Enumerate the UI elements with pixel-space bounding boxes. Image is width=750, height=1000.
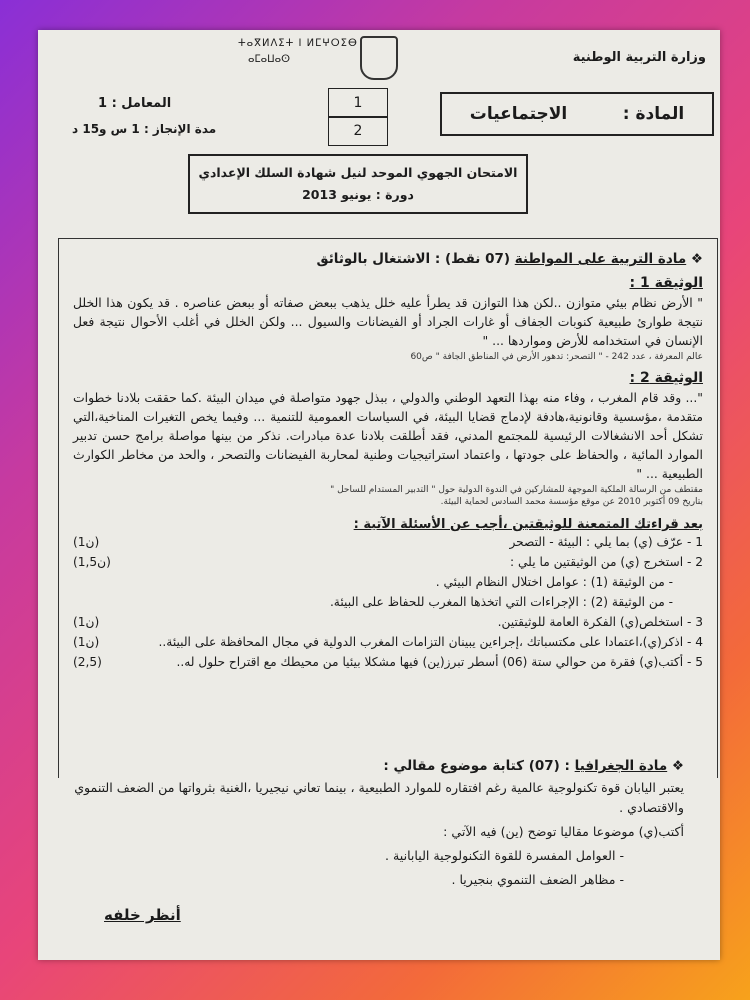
question-points: (1ن) (73, 635, 100, 649)
exam-title-box (188, 154, 528, 214)
coefficient: المعامل : 1 (98, 96, 172, 111)
question-points: (1ن) (73, 615, 100, 629)
document-1-text: " الأرض نظام بيئي متوازن ..لكن هذا التوازن قد يطرأ عليه خلل يذهب ببعض صفاته أو ببعض عناصره . قد يكون هذا الخلل نتيجة طوارئ طبيعية كنوبات الجفاف أو غارات الجراد أو الفيضانات والسيول ... ولكن الخلل في أغلب الأحوال نتيجة فعل الإنسان في استخدامه للأرض ومواردها ... " (73, 295, 703, 348)
question-1 (73, 532, 703, 552)
document-1-title: الوثيقة 1 : (629, 275, 703, 291)
geography-subject: مادة الجغرافيا (574, 758, 668, 774)
subject-box (440, 92, 714, 136)
geography-item-2: - مظاهر الضعف التنموي بنجيريا . (451, 872, 624, 887)
civics-heading-rest: (07 نقط) : الاشتغال بالوثائق (316, 251, 511, 267)
geography-paragraph-1: يعتبر اليابان قوة تكنولوجية عالمية رغم افتقاره للموارد الطبيعية ، بينما تعاني نيجيريا ،الغنية بثرواتها من الضعف التنموي والاقتصادي . (74, 780, 684, 815)
question-4 (73, 632, 703, 652)
question-points: (1,5ن) (73, 555, 111, 569)
diamond-bullet-icon: ❖ (690, 251, 703, 267)
question-text: 4 - اذكر(ي)،اعتمادا على مكتسباتك ،إجراءين يبينان التزامات المغرب الدولية في مجال المحافظة على البيئة.. (158, 635, 703, 649)
geography-heading-rest: : (07) كتابة موضوع مقالي : (383, 758, 570, 774)
civics-subject: مادة التربية على المواطنة (514, 251, 687, 267)
document-1-source: عالم المعرفة ، عدد 242 - " التصحر: تدهور الأرض في المناطق الجافة " ص60 (410, 352, 703, 362)
document-2-source-2: بتاريخ 09 أكتوبر 2010 عن موقع مؤسسة محمد السادس لحماية البيئة. (440, 497, 703, 507)
questions-intro: بعد قراءتك المتمعنة للوثيقتين ،أجب عن الأسئلة الآتية : (353, 517, 703, 532)
document-2-text: "... وقد قام المغرب ، وفاء منه بهذا التعهد الوطني والدولي ، ببذل جهود متواصلة في ميدان البيئة .كما حققت بلادنا خطوات متقدمة ،مؤسسية وقانونية،هادفة لإدماج قضايا البيئة، في السياسات العمومية للتنمية ... وفيما يخص التغيرات المناخية،التي تشكل أحد الانشغالات الرئيسية للمجتمع المدني، فقد أطلقت بلادنا عدة مبادرات. نذكر من بينها مواصلة برامج حسن تدبير الموارد المائية ، والحفاظ على جودتها ، واعتماد استراتيجيات وطنية لمحاربة الفيضانات والتصحر ، والحد من مخاطر الكوارث الطبيعية ... " (73, 390, 703, 481)
question-3 (73, 612, 703, 632)
see-back-note: أنظر خلفه (104, 906, 181, 924)
question-2b: - من الوثيقة (2) : الإجراءات التي اتخذها المغرب للحفاظ على البيئة. (329, 595, 673, 609)
exam-session: دورة : يونيو 2013 (302, 187, 414, 202)
page-number-box-1: 1 (328, 88, 388, 118)
question-text: 2 - استخرج (ي) من الوثيقتين ما يلي : (510, 555, 703, 569)
civics-section (58, 238, 718, 778)
geography-section (58, 758, 698, 894)
page-number-box-2: 2 (328, 116, 388, 146)
document-2-title: الوثيقة 2 : (629, 370, 703, 386)
question-text: 1 - عرّف (ي) بما يلي : البيئة - التصحر (509, 535, 703, 549)
geography-paragraph-2: أكتب(ي) موضوعا مقاليا توضح (ين) فيه الآتي : (443, 824, 684, 839)
question-2 (73, 552, 703, 572)
amazigh-ministry-line: ⵜⴰⴳⵍⴷⵉⵜ ⵏ ⵍⵎⵖⵔⵉⴱ (238, 38, 358, 49)
document-2-source-1: مقتطف من الرسالة الملكية الموجهة للمشاركين في الندوة الدولية حول " التدبير المستدام للساحل " (330, 485, 703, 495)
question-points: (2,5) (73, 655, 102, 669)
subject-value: الاجتماعيات (469, 104, 568, 124)
question-points: (1ن) (73, 535, 100, 549)
subject-label: المادة : (622, 104, 685, 124)
ministry-name: وزارة التربية الوطنية (572, 50, 706, 65)
exam-sheet (38, 30, 720, 960)
question-5 (73, 652, 703, 672)
diamond-bullet-icon: ❖ (671, 758, 684, 774)
coat-of-arms-icon (360, 36, 398, 80)
amazigh-sub-line: ⴰⵎⴰⵡⴰⵙ (248, 54, 290, 65)
geography-item-1: - العوامل المفسرة للقوة التكنولوجية اليابانية . (385, 848, 624, 863)
question-text: 3 - استخلص(ي) الفكرة العامة للوثيقتين. (497, 615, 703, 629)
question-2a: - من الوثيقة (1) : عوامل اختلال النظام البيئي . (435, 575, 673, 589)
exam-title: الامتحان الجهوي الموحد لنيل شهادة السلك الإعدادي (198, 165, 518, 180)
geography-heading (72, 758, 684, 774)
question-text: 5 - أكتب(ي) فقرة من حوالي ستة (06) أسطر تبرز(ين) فيها مشكلا بيئيا من محيطك مع اقتراح حلول له.. (176, 655, 703, 669)
duration: مدة الإنجاز : 1 س و15 د (72, 122, 217, 136)
civics-heading (73, 251, 703, 267)
